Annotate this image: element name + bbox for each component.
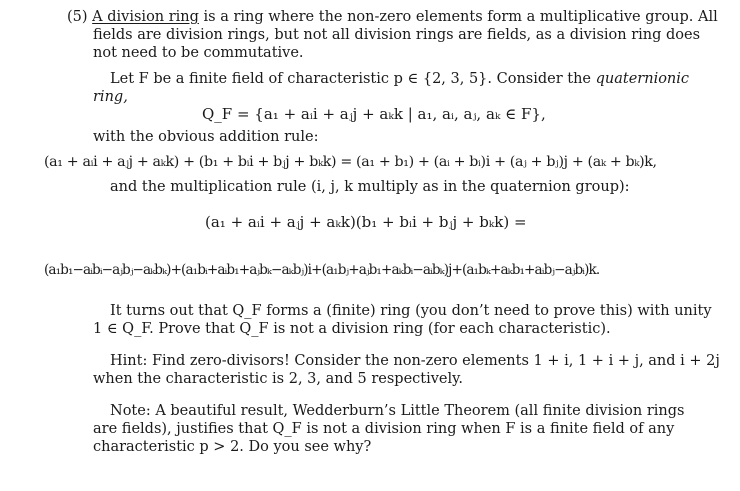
hint-line-2: when the characteristic is 2, 3, and 5 respectively. [93, 371, 464, 387]
note-line-2: are fields), justifies that Q_F is not a division ring when F is a finite field of any [93, 421, 675, 437]
claim-line-1: It turns out that Q_F forms a (finite) ring (you don’t need to prove this) with unity [110, 303, 712, 319]
addition-rule-text: with the obvious addition rule: [93, 129, 319, 145]
addition-equation: (a₁ + aᵢi + aⱼj + aₖk) + (b₁ + bᵢi + bⱼj + bₖk) = (a₁ + b₁) + (aᵢ + bᵢ)i + (aⱼ + bⱼ)j + (aₖ + bₖ)k, [44, 154, 657, 170]
note-line-3: characteristic p > 2. Do you see why? [93, 439, 372, 455]
problem-line-3: not need to be commutative. [93, 45, 304, 61]
definition-equation: Q_F = {a₁ + aᵢi + aⱼj + aₖk | a₁, aᵢ, aⱼ, aₖ ∈ F}, [202, 105, 546, 123]
multiplication-result: (a₁b₁−aᵢbᵢ−aⱼbⱼ−aₖbₖ)+(a₁bᵢ+aᵢb₁+aⱼbₖ−aₖbⱼ)i+(a₁bⱼ+aⱼb₁+aₖbᵢ−aᵢbₖ)j+(a₁bₖ+aₖb₁+aᵢbⱼ−aⱼbᵢ)k. [44, 262, 600, 278]
problem-line-1 [67, 8, 718, 26]
setup-line-2: ring, [93, 89, 128, 105]
setup-line-1-text: Let F be a finite field of characteristic p ∈ {2, 3, 5}. Consider the [110, 71, 596, 87]
multiplication-equation: (a₁ + aᵢi + aⱼj + aₖk)(b₁ + bᵢi + bⱼj + bₖk) = [205, 213, 527, 231]
quaternionic-term: quaternionic [595, 71, 690, 87]
hint-line-1: Hint: Find zero-divisors! Consider the non-zero elements 1 + i, 1 + i + j, and i + 2j [110, 353, 720, 369]
multiplication-rule-text: and the multiplication rule (i, j, k multiply as in the quaternion group): [110, 179, 630, 195]
division-ring-term: A division ring [92, 9, 199, 25]
claim-line-2: 1 ∈ Q_F. Prove that Q_F is not a division ring (for each characteristic). [93, 321, 611, 337]
problem-line-2: fields are division rings, but not all division rings are fields, as a division ring does [93, 27, 701, 43]
note-line-1: Note: A beautiful result, Wedderburn’s Little Theorem (all finite division rings [110, 403, 685, 419]
problem-line-1-rest: is a ring where the non-zero elements form a multiplicative group. All [198, 9, 718, 25]
setup-line-1 [110, 70, 689, 88]
problem-number: (5) [67, 9, 88, 25]
